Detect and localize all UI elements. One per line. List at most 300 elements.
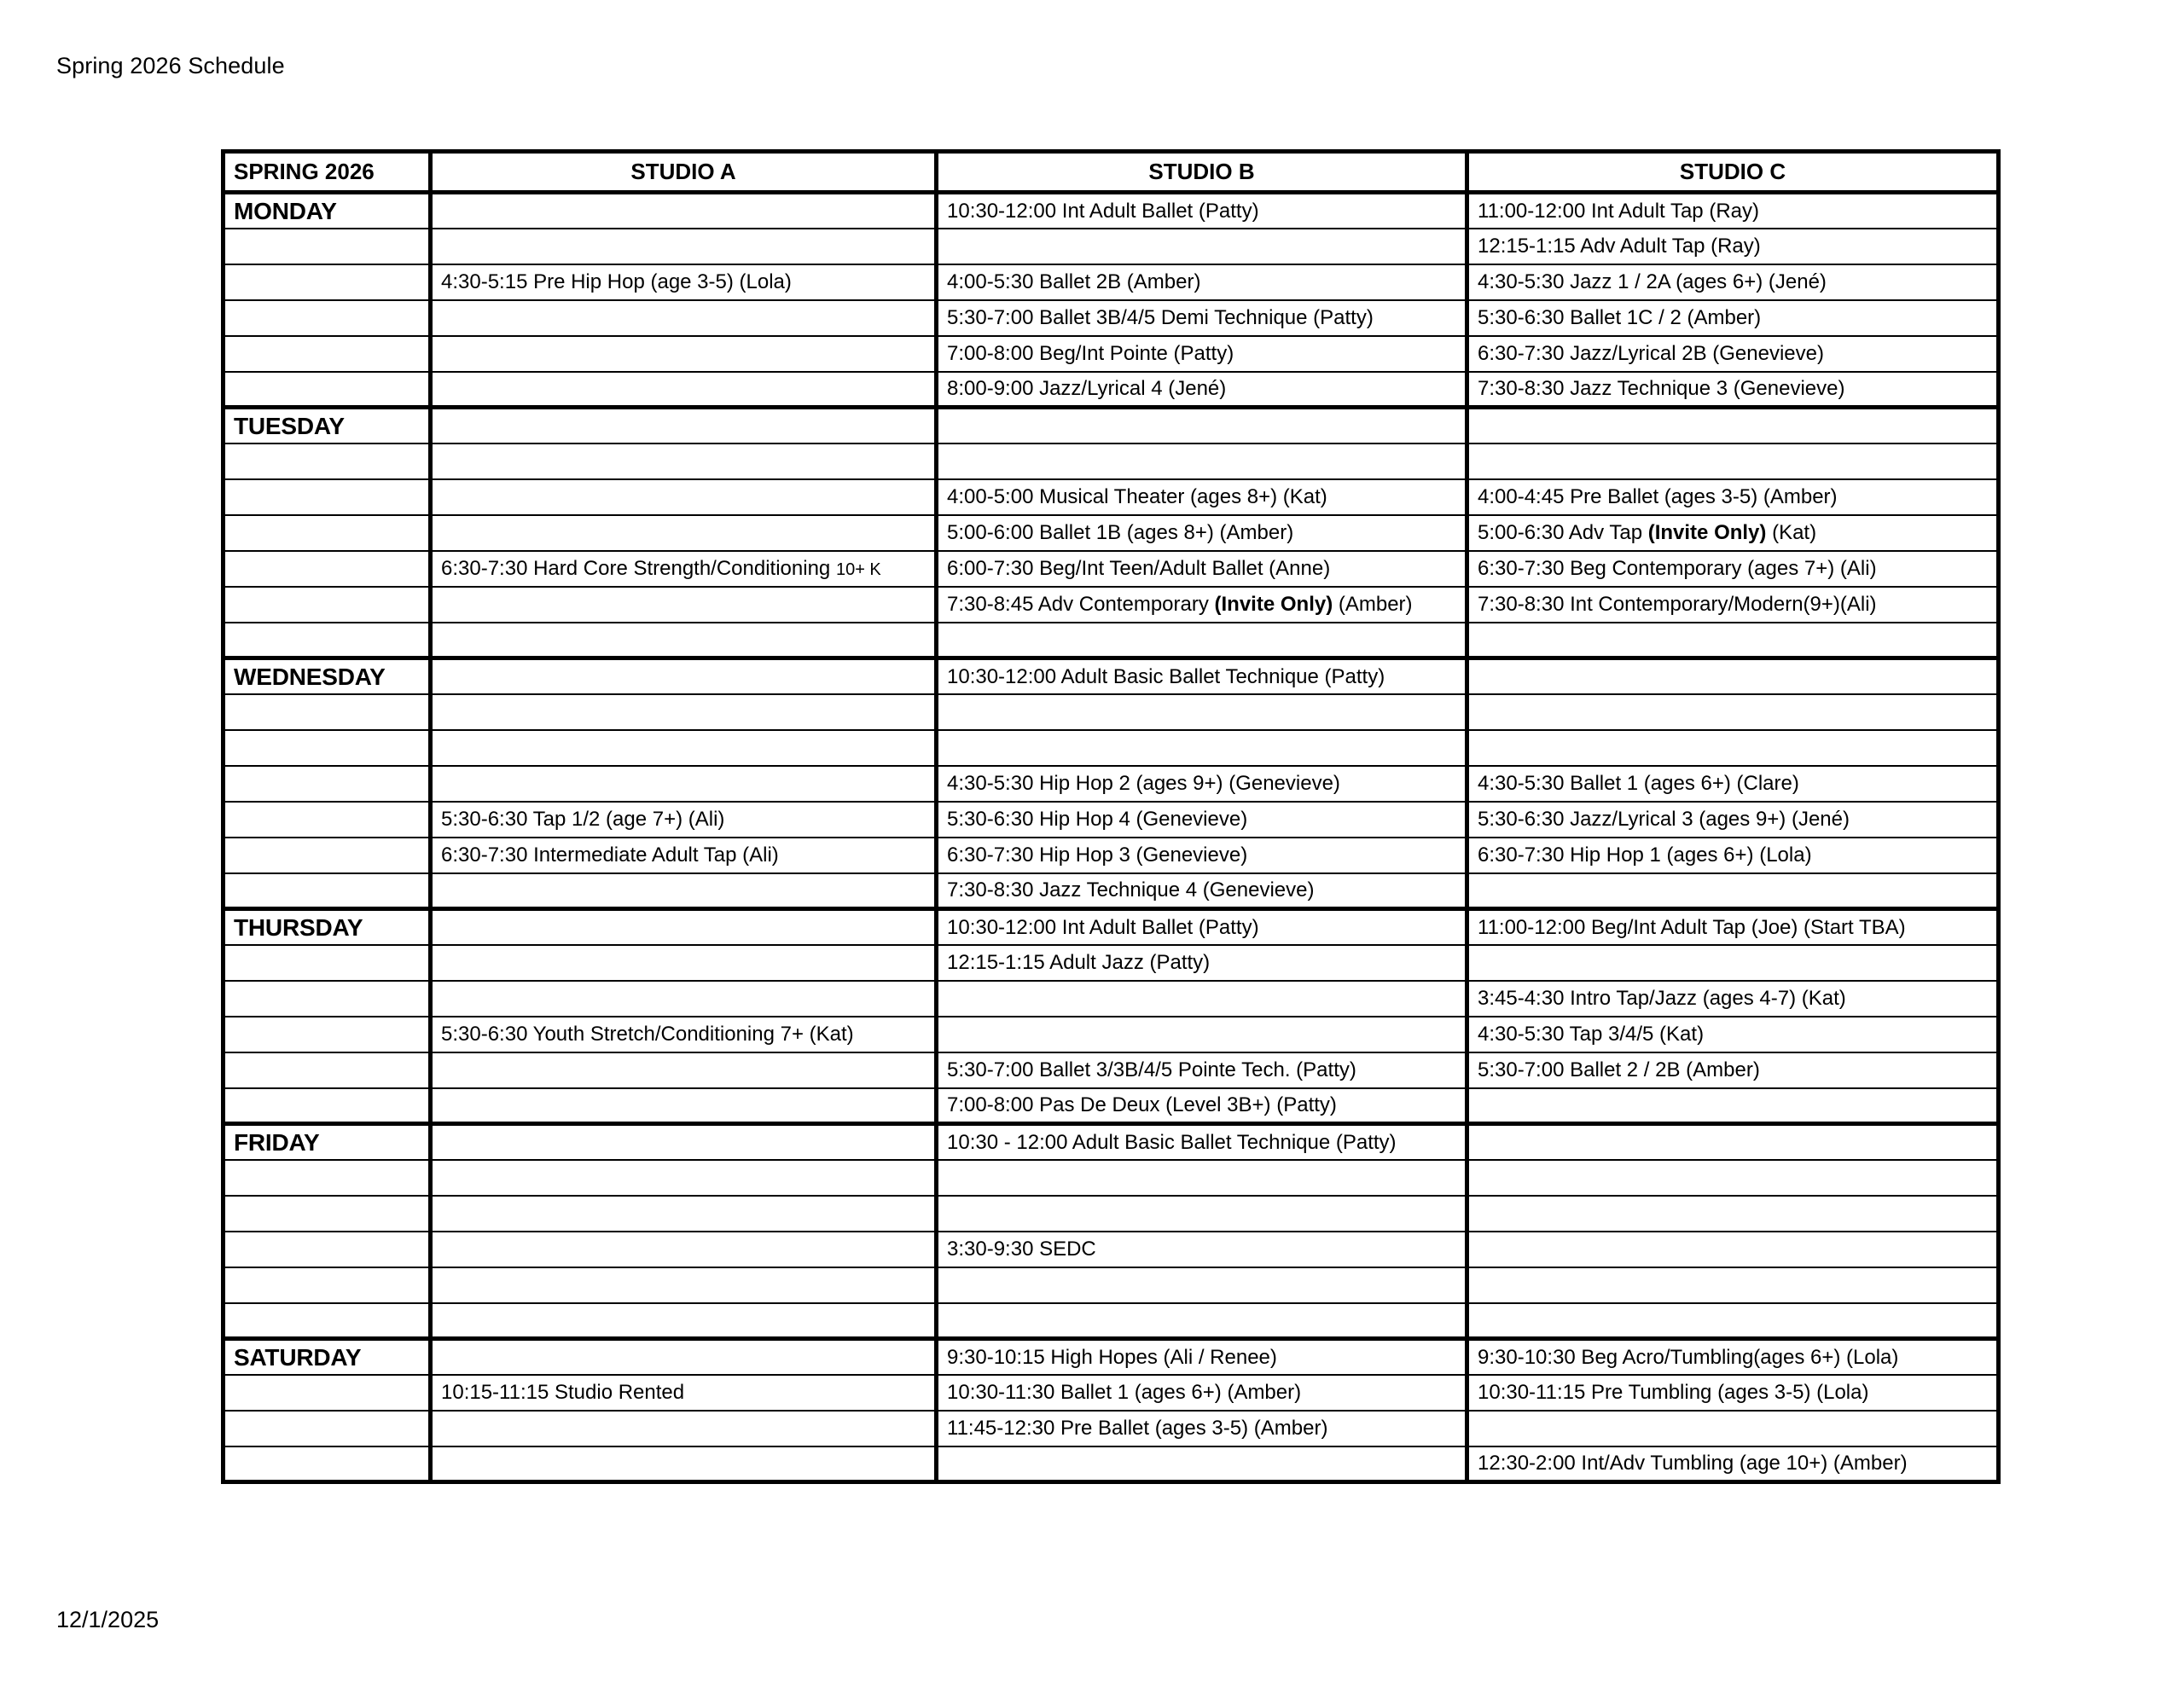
table-row [224, 1411, 1999, 1446]
studio-a-cell [431, 1160, 937, 1196]
empty-slot [225, 267, 428, 298]
empty-slot [433, 768, 934, 799]
empty-slot [938, 446, 1465, 477]
empty-slot [225, 446, 428, 477]
empty-slot [433, 589, 934, 620]
table-row [224, 838, 1999, 873]
studio-a-cell [431, 1052, 937, 1088]
studio-a-cell [431, 587, 937, 623]
empty-slot [1469, 1270, 1996, 1301]
studio-b-cell [937, 945, 1467, 981]
day-name-cell [224, 1124, 431, 1160]
studio-b-cell [937, 1446, 1467, 1482]
empty-slot [433, 303, 934, 333]
studio-a-cell [431, 1339, 937, 1375]
empty-slot [225, 733, 428, 763]
class-entry: 4:30-5:30 Jazz 1 / 2A (ages 6+) (Jené) [1478, 270, 1827, 293]
day-name-cell [224, 838, 431, 873]
empty-slot [225, 1448, 428, 1479]
header-cell-corner [224, 152, 431, 193]
studio-b-cell [937, 873, 1467, 909]
day-name-cell [224, 193, 431, 229]
table-row [224, 623, 1999, 658]
studio-b-cell [937, 372, 1467, 408]
day-name-cell [224, 1303, 431, 1339]
class-entry: 5:30-6:30 Ballet 1C / 2 (Amber) [1478, 305, 1762, 329]
day-name-cell [224, 264, 431, 300]
table-row [224, 981, 1999, 1017]
day-name-cell [224, 551, 431, 587]
empty-slot [433, 1305, 934, 1336]
class-entry: 8:00-9:00 Jazz/Lyrical 4 (Jené) [947, 377, 1227, 401]
studio-c-cell [1467, 1160, 1999, 1196]
empty-slot [1469, 733, 1996, 763]
table-row [224, 694, 1999, 730]
empty-slot [433, 446, 934, 477]
empty-slot [225, 1377, 428, 1408]
class-entry: 7:30-8:30 Jazz Technique 4 (Genevieve) [947, 878, 1315, 902]
class-entry: 6:30-7:30 Hip Hop 1 (ages 6+) (Lola) [1478, 843, 1812, 867]
empty-slot [433, 697, 934, 728]
class-entry: 7:30-8:30 Int Contemporary/Modern(9+)(Ali) [1478, 592, 1877, 616]
studio-c-cell [1467, 1375, 1999, 1411]
studio-c-cell [1467, 838, 1999, 873]
empty-slot [225, 624, 428, 655]
class-entry: 12:15-1:15 Adult Jazz (Patty) [947, 950, 1211, 974]
studio-b-cell [937, 1303, 1467, 1339]
studio-a-cell [431, 1088, 937, 1124]
class-entry: 10:30-12:00 Adult Basic Ballet Technique (Patty) [947, 664, 1385, 688]
empty-slot [1469, 1305, 1996, 1336]
studio-b-cell [937, 802, 1467, 838]
day-label: TUESDAY [234, 412, 345, 439]
day-name-cell [224, 1017, 431, 1052]
day-name-cell [224, 300, 431, 336]
studio-a-cell [431, 193, 937, 229]
table-row [224, 1267, 1999, 1303]
studio-c-cell [1467, 766, 1999, 802]
empty-slot [225, 589, 428, 620]
table-row [224, 873, 1999, 909]
header-cell-studio-a [431, 152, 937, 193]
studio-c-cell [1467, 1339, 1999, 1375]
studio-a-cell [431, 945, 937, 981]
studio-b-cell [937, 264, 1467, 300]
empty-slot [225, 231, 428, 262]
empty-slot [1469, 1127, 1996, 1157]
empty-slot [225, 1413, 428, 1444]
empty-slot [225, 554, 428, 584]
empty-slot [433, 410, 934, 441]
day-name-cell [224, 1411, 431, 1446]
header-studio-c-label: STUDIO C [1679, 158, 1786, 184]
day-label: SATURDAY [234, 1343, 362, 1371]
studio-c-cell [1467, 408, 1999, 443]
studio-b-cell [937, 551, 1467, 587]
empty-slot [433, 624, 934, 655]
studio-c-cell [1467, 1446, 1999, 1482]
empty-slot [433, 875, 934, 906]
day-name-cell [224, 981, 431, 1017]
class-entry: 10:30-11:30 Ballet 1 (ages 6+) (Amber) [947, 1380, 1302, 1404]
studio-a-cell [431, 300, 937, 336]
empty-slot [433, 948, 934, 978]
class-entry: 9:30-10:15 High Hopes (Ali / Renee) [947, 1345, 1277, 1369]
schedule-table [221, 149, 2001, 1484]
class-entry: 9:30-10:30 Beg Acro/Tumbling(ages 6+) (Lola) [1478, 1345, 1899, 1369]
studio-c-cell [1467, 873, 1999, 909]
header-cell-studio-b [937, 152, 1467, 193]
class-entry: 5:30-7:00 Ballet 2 / 2B (Amber) [1478, 1058, 1760, 1081]
studio-a-cell [431, 802, 937, 838]
class-entry: 7:00-8:00 Beg/Int Pointe (Patty) [947, 341, 1234, 365]
studio-a-cell [431, 694, 937, 730]
table-row [224, 587, 1999, 623]
empty-slot [938, 697, 1465, 728]
day-name-cell [224, 1160, 431, 1196]
class-entry: 4:30-5:30 Hip Hop 2 (ages 9+) (Genevieve) [947, 771, 1340, 795]
day-name-cell [224, 479, 431, 515]
empty-slot [225, 1162, 428, 1193]
class-entry: 11:00-12:00 Beg/Int Adult Tap (Joe) (Start TBA) [1478, 915, 1906, 939]
studio-a-cell [431, 264, 937, 300]
empty-slot [433, 518, 934, 548]
class-entry: 3:45-4:30 Intro Tap/Jazz (ages 4-7) (Kat) [1478, 986, 1846, 1010]
studio-b-cell [937, 587, 1467, 623]
day-label: THURSDAY [234, 913, 363, 941]
studio-a-cell [431, 1411, 937, 1446]
empty-slot [433, 231, 934, 262]
empty-slot [433, 1448, 934, 1479]
table-row [224, 300, 1999, 336]
empty-slot [1469, 1198, 1996, 1229]
empty-slot [1469, 1090, 1996, 1121]
class-entry: 11:45-12:30 Pre Ballet (ages 3-5) (Amber) [947, 1416, 1328, 1440]
table-row [224, 1017, 1999, 1052]
empty-slot [433, 1234, 934, 1265]
studio-a-cell [431, 408, 937, 443]
table-row [224, 1160, 1999, 1196]
empty-slot [938, 1162, 1465, 1193]
empty-slot [225, 303, 428, 333]
studio-b-cell [937, 1375, 1467, 1411]
studio-c-cell [1467, 443, 1999, 479]
class-entry: 10:30 - 12:00 Adult Basic Ballet Technique (Patty) [947, 1130, 1397, 1154]
studio-c-cell [1467, 945, 1999, 981]
studio-c-cell [1467, 802, 1999, 838]
studio-c-cell [1467, 730, 1999, 766]
empty-slot [225, 1270, 428, 1301]
studio-a-cell [431, 1303, 937, 1339]
studio-b-cell [937, 408, 1467, 443]
studio-a-cell [431, 623, 937, 658]
empty-slot [433, 1090, 934, 1121]
day-name-cell [224, 873, 431, 909]
studio-b-cell [937, 300, 1467, 336]
day-name-cell [224, 336, 431, 372]
table-row [224, 1196, 1999, 1232]
day-name-cell [224, 1375, 431, 1411]
table-row [224, 193, 1999, 229]
class-entry: 5:30-7:00 Ballet 3B/4/5 Demi Technique (Patty) [947, 305, 1374, 329]
class-entry: 6:30-7:30 Jazz/Lyrical 2B (Genevieve) [1478, 341, 1824, 365]
studio-a-cell [431, 1446, 937, 1482]
class-entry: 10:15-11:15 Studio Rented [441, 1380, 685, 1404]
empty-slot [433, 374, 934, 404]
empty-slot [433, 1342, 934, 1372]
table-row [224, 372, 1999, 408]
empty-slot [1469, 661, 1996, 692]
class-entry: 5:30-6:30 Jazz/Lyrical 3 (ages 9+) (Jené) [1478, 807, 1850, 831]
studio-c-cell [1467, 551, 1999, 587]
empty-slot [433, 661, 934, 692]
studio-b-cell [937, 479, 1467, 515]
studio-c-cell [1467, 909, 1999, 945]
day-name-cell [224, 694, 431, 730]
day-label: FRIDAY [234, 1128, 320, 1156]
table-row [224, 1232, 1999, 1267]
empty-slot [225, 768, 428, 799]
class-entry: 5:30-7:00 Ballet 3/3B/4/5 Pointe Tech. (Patty) [947, 1058, 1356, 1081]
class-entry: 5:30-6:30 Youth Stretch/Conditioning 7+ (Kat) [441, 1022, 854, 1046]
class-entry: 5:30-6:30 Tap 1/2 (age 7+) (Ali) [441, 807, 725, 831]
day-name-cell [224, 587, 431, 623]
day-name-cell [224, 443, 431, 479]
table-row [224, 730, 1999, 766]
studio-a-cell [431, 229, 937, 264]
studio-c-cell [1467, 479, 1999, 515]
day-name-cell [224, 1267, 431, 1303]
studio-c-cell [1467, 1232, 1999, 1267]
studio-b-cell [937, 909, 1467, 945]
class-entry: 4:00-5:00 Musical Theater (ages 8+) (Kat) [947, 484, 1327, 508]
studio-b-cell [937, 694, 1467, 730]
table-row [224, 802, 1999, 838]
studio-c-cell [1467, 694, 1999, 730]
studio-c-cell [1467, 336, 1999, 372]
studio-a-cell [431, 766, 937, 802]
day-name-cell [224, 408, 431, 443]
class-entry: 11:00-12:00 Int Adult Tap (Ray) [1478, 199, 1759, 223]
studio-b-cell [937, 443, 1467, 479]
class-entry: 5:30-6:30 Hip Hop 4 (Genevieve) [947, 807, 1248, 831]
studio-a-cell [431, 873, 937, 909]
studio-b-cell [937, 981, 1467, 1017]
empty-slot [225, 1055, 428, 1086]
empty-slot [225, 1305, 428, 1336]
empty-slot [225, 1234, 428, 1265]
header-studio-b-label: STUDIO B [1148, 158, 1255, 184]
invite-only-note: (Invite Only) [1647, 520, 1767, 544]
studio-a-cell [431, 730, 937, 766]
day-name-cell [224, 945, 431, 981]
studio-c-cell [1467, 193, 1999, 229]
studio-b-cell [937, 193, 1467, 229]
empty-slot [938, 1019, 1465, 1050]
studio-a-cell [431, 336, 937, 372]
studio-a-cell [431, 479, 937, 515]
empty-slot [433, 339, 934, 369]
studio-c-cell [1467, 300, 1999, 336]
empty-slot [1469, 948, 1996, 978]
empty-slot [938, 624, 1465, 655]
empty-slot [433, 482, 934, 513]
table-row [224, 1446, 1999, 1482]
page-title: Spring 2026 Schedule [56, 53, 285, 78]
table-row [224, 1088, 1999, 1124]
class-entry: 7:30-8:30 Jazz Technique 3 (Genevieve) [1478, 377, 1845, 401]
class-entry: 4:00-4:45 Pre Ballet (ages 3-5) (Amber) [1478, 484, 1838, 508]
empty-slot [225, 1090, 428, 1121]
studio-b-cell [937, 515, 1467, 551]
empty-slot [225, 1019, 428, 1050]
empty-slot [938, 983, 1465, 1014]
table-row [224, 515, 1999, 551]
empty-slot [433, 1198, 934, 1229]
table-row [224, 1303, 1999, 1339]
empty-slot [433, 1413, 934, 1444]
day-name-cell [224, 1339, 431, 1375]
table-row [224, 766, 1999, 802]
empty-slot [225, 948, 428, 978]
studio-c-cell [1467, 1411, 1999, 1446]
invite-only-note: (Invite Only) [1214, 592, 1333, 616]
empty-slot [938, 1305, 1465, 1336]
class-entry: 3:30-9:30 SEDC [947, 1237, 1096, 1261]
day-name-cell [224, 1232, 431, 1267]
day-name-cell [224, 1088, 431, 1124]
empty-slot [433, 1055, 934, 1086]
table-row [224, 408, 1999, 443]
empty-slot [433, 733, 934, 763]
empty-slot [938, 1448, 1465, 1479]
empty-slot [225, 339, 428, 369]
studio-c-cell [1467, 587, 1999, 623]
empty-slot [1469, 410, 1996, 441]
class-entry: 10:30-12:00 Int Adult Ballet (Patty) [947, 915, 1259, 939]
class-entry: 10:30-11:15 Pre Tumbling (ages 3-5) (Lola) [1478, 1380, 1869, 1404]
studio-c-cell [1467, 1052, 1999, 1088]
empty-slot [1469, 1162, 1996, 1193]
empty-slot [1469, 1413, 1996, 1444]
schedule-table-container [221, 149, 1996, 1484]
class-entry: 6:00-7:30 Beg/Int Teen/Adult Ballet (Anne) [947, 556, 1331, 580]
studio-c-cell [1467, 658, 1999, 694]
studio-a-cell [431, 1267, 937, 1303]
empty-slot [1469, 875, 1996, 906]
studio-b-cell [937, 1088, 1467, 1124]
studio-b-cell [937, 838, 1467, 873]
table-row [224, 909, 1999, 945]
day-name-cell [224, 515, 431, 551]
empty-slot [1469, 697, 1996, 728]
table-row [224, 658, 1999, 694]
studio-c-cell [1467, 981, 1999, 1017]
studio-c-cell [1467, 1124, 1999, 1160]
empty-slot [225, 1198, 428, 1229]
empty-slot [1469, 624, 1996, 655]
table-row [224, 1375, 1999, 1411]
class-entry: 4:30-5:30 Ballet 1 (ages 6+) (Clare) [1478, 771, 1799, 795]
empty-slot [225, 840, 428, 871]
class-entry: 4:30-5:30 Tap 3/4/5 (Kat) [1478, 1022, 1705, 1046]
studio-b-cell [937, 658, 1467, 694]
table-row [224, 443, 1999, 479]
empty-slot [938, 733, 1465, 763]
class-entry: 7:30-8:45 Adv Contemporary (Invite Only) (Amber) [947, 592, 1413, 616]
studio-a-cell [431, 1232, 937, 1267]
day-name-cell [224, 1052, 431, 1088]
table-row [224, 229, 1999, 264]
day-name-cell [224, 730, 431, 766]
empty-slot [433, 1127, 934, 1157]
studio-a-cell [431, 838, 937, 873]
class-entry: 5:00-6:30 Adv Tap (Invite Only) (Kat) [1478, 520, 1817, 544]
studio-a-cell [431, 909, 937, 945]
document-date: 12/1/2025 [56, 1607, 160, 1632]
day-name-cell [224, 802, 431, 838]
day-name-cell [224, 1446, 431, 1482]
day-name-cell [224, 372, 431, 408]
class-entry: 12:30-2:00 Int/Adv Tumbling (age 10+) (Amber) [1478, 1452, 1908, 1475]
class-entry: 6:30-7:30 Intermediate Adult Tap (Ali) [441, 843, 779, 867]
table-row [224, 551, 1999, 587]
day-name-cell [224, 229, 431, 264]
empty-slot [433, 195, 934, 226]
empty-slot [938, 410, 1465, 441]
empty-slot [433, 1270, 934, 1301]
table-row [224, 1339, 1999, 1375]
studio-a-cell [431, 372, 937, 408]
empty-slot [938, 1198, 1465, 1229]
day-name-cell [224, 766, 431, 802]
day-label: MONDAY [234, 197, 337, 224]
studio-b-cell [937, 766, 1467, 802]
studio-b-cell [937, 730, 1467, 766]
class-entry: 10:30-12:00 Int Adult Ballet (Patty) [947, 199, 1259, 223]
studio-c-cell [1467, 623, 1999, 658]
studio-a-cell [431, 515, 937, 551]
studio-c-cell [1467, 1196, 1999, 1232]
studio-a-cell [431, 1375, 937, 1411]
table-header-row [224, 152, 1999, 193]
header-corner-label: SPRING 2026 [234, 158, 375, 184]
class-entry: 4:00-5:30 Ballet 2B (Amber) [947, 270, 1201, 293]
studio-a-cell [431, 1124, 937, 1160]
studio-a-cell [431, 1196, 937, 1232]
class-entry: 5:00-6:00 Ballet 1B (ages 8+) (Amber) [947, 520, 1294, 544]
studio-a-cell [431, 658, 937, 694]
empty-slot [225, 804, 428, 835]
studio-c-cell [1467, 1017, 1999, 1052]
studio-b-cell [937, 1017, 1467, 1052]
studio-b-cell [937, 229, 1467, 264]
class-entry: 6:30-7:30 Hard Core Strength/Conditioning 10+ K [441, 556, 881, 580]
class-entry: 12:15-1:15 Adv Adult Tap (Ray) [1478, 234, 1761, 258]
class-entry: 6:30-7:30 Beg Contemporary (ages 7+) (Ali) [1478, 556, 1877, 580]
day-name-cell [224, 1196, 431, 1232]
studio-c-cell [1467, 372, 1999, 408]
table-row [224, 264, 1999, 300]
studio-b-cell [937, 1124, 1467, 1160]
empty-slot [433, 912, 934, 942]
studio-b-cell [937, 1196, 1467, 1232]
empty-slot [1469, 446, 1996, 477]
header-cell-studio-c [1467, 152, 1999, 193]
table-row [224, 1124, 1999, 1160]
header-studio-a-label: STUDIO A [630, 158, 736, 184]
studio-a-cell [431, 981, 937, 1017]
